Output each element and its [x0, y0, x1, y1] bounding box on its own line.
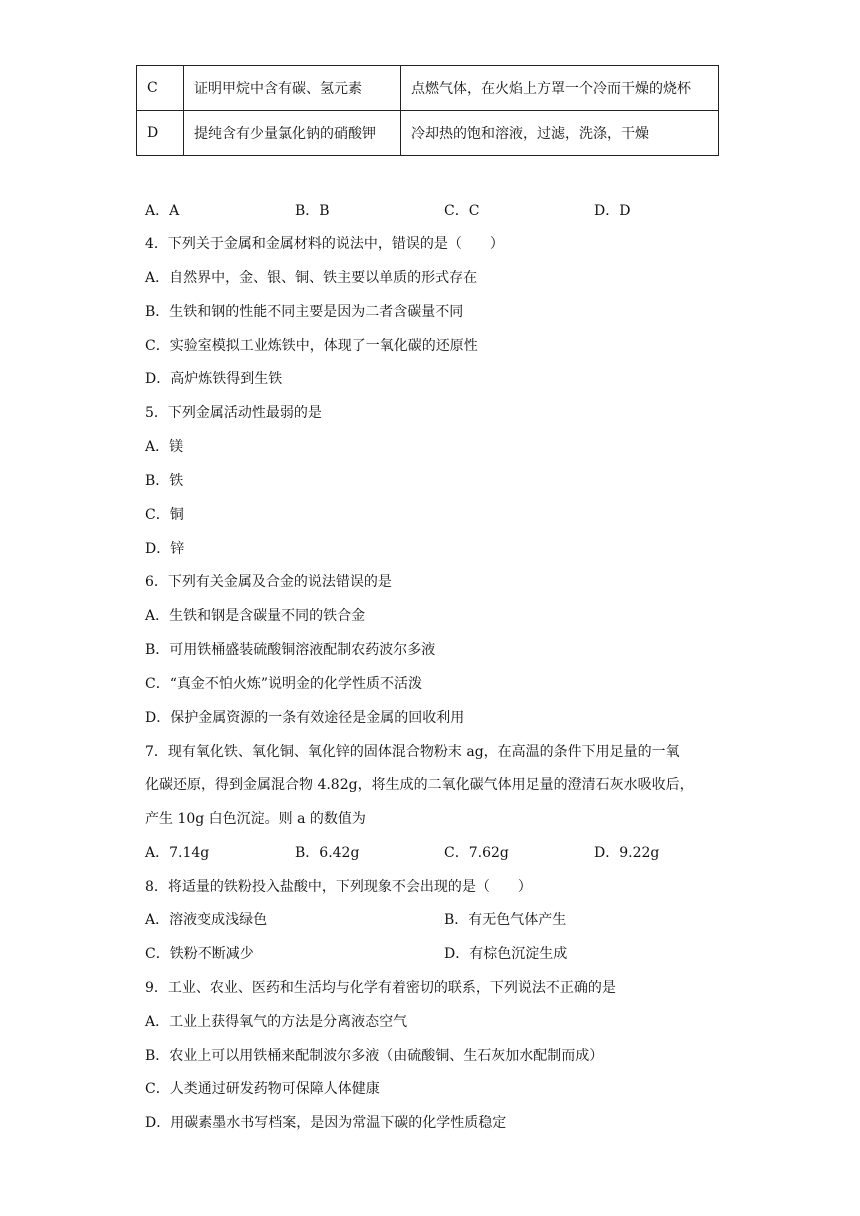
q5-option-a: A．镁 — [145, 439, 184, 455]
q5-option-c: C．铜 — [145, 507, 184, 523]
q4-stem: 4．下列关于金属和金属材料的说法中，错误的是（ ） — [145, 236, 504, 252]
q8-option-d: D．有棕色沉淀生成 — [444, 946, 568, 962]
table-cell-purpose: 提纯含有少量氯化钠的硝酸钾 — [184, 111, 401, 156]
q4-option-a: A．自然界中，金、银、铜、铁主要以单质的形式存在 — [145, 270, 478, 286]
q6-stem: 6．下列有关金属及合金的说法错误的是 — [145, 574, 392, 590]
q4-option-b: B．生铁和钢的性能不同主要是因为二者含碳量不同 — [145, 304, 464, 320]
q8-option-c: C．铁粉不断减少 — [145, 946, 254, 962]
q6-option-a: A．生铁和钢是含碳量不同的铁合金 — [145, 608, 366, 624]
q7-option-a: A．7.14g — [145, 845, 210, 861]
q3-option-b: B．B — [295, 203, 330, 219]
q3-option-c: C．C — [444, 203, 480, 219]
q9-option-c: C．人类通过研发药物可保障人体健康 — [145, 1081, 380, 1097]
table-cell-method: 点燃气体，在火焰上方罩一个冷而干燥的烧杯 — [401, 66, 719, 111]
q9-option-d: D．用碳素墨水书写档案，是因为常温下碳的化学性质稳定 — [145, 1115, 507, 1131]
q6-option-c: C．“真金不怕火炼”说明金的化学性质不活泼 — [145, 676, 423, 692]
q9-option-b: B．农业上可以用铁桶来配制波尔多液（由硫酸铜、生石灰加水配制而成） — [145, 1048, 604, 1064]
table-row — [137, 66, 719, 111]
q7-stem-line-3: 产生 10g 白色沉淀。则 a 的数值为 — [145, 811, 366, 827]
table-cell-label: C — [137, 66, 184, 111]
table-cell-method: 冷却热的饱和溶液，过滤，洗涤，干燥 — [401, 111, 719, 156]
q7-stem-line-2: 化碳还原，得到金属混合物 4.82g，将生成的二氧化碳气体用足量的澄清石灰水吸收后， — [145, 777, 694, 793]
q6-option-b: B．可用铁桶盛装硫酸铜溶液配制农药波尔多液 — [145, 642, 436, 658]
experiment-table — [136, 65, 719, 156]
q4-option-c: C．实验室模拟工业炼铁中，体现了一氧化碳的还原性 — [145, 338, 478, 354]
q8-option-a: A．溶液变成浅绿色 — [145, 912, 268, 928]
q7-option-b: B．6.42g — [295, 845, 360, 861]
q8-option-b: B．有无色气体产生 — [444, 912, 567, 928]
q7-option-c: C．7.62g — [444, 845, 509, 861]
q7-stem-line-1: 7．现有氧化铁、氧化铜、氧化锌的固体混合物粉末 ag，在高温的条件下用足量的一氧 — [145, 744, 680, 760]
q5-option-d: D．锌 — [145, 541, 185, 557]
q3-option-a: A．A — [145, 203, 180, 219]
table-cell-label: D — [137, 111, 184, 156]
table-row — [137, 111, 719, 156]
q5-option-b: B．铁 — [145, 473, 184, 489]
q9-stem: 9．工业、农业、医药和生活均与化学有着密切的联系，下列说法不正确的是 — [145, 980, 616, 996]
q5-stem: 5．下列金属活动性最弱的是 — [145, 405, 322, 421]
table-cell-purpose: 证明甲烷中含有碳、氢元素 — [184, 66, 401, 111]
q7-option-d: D．9.22g — [594, 845, 660, 861]
q4-option-d: D．高炉炼铁得到生铁 — [145, 371, 283, 387]
q3-option-d: D．D — [594, 203, 631, 219]
q9-option-a: A．工业上获得氧气的方法是分离液态空气 — [145, 1014, 408, 1030]
q8-stem: 8．将适量的铁粉投入盐酸中，下列现象不会出现的是（ ） — [145, 879, 532, 895]
q6-option-d: D．保护金属资源的一条有效途径是金属的回收利用 — [145, 710, 465, 726]
